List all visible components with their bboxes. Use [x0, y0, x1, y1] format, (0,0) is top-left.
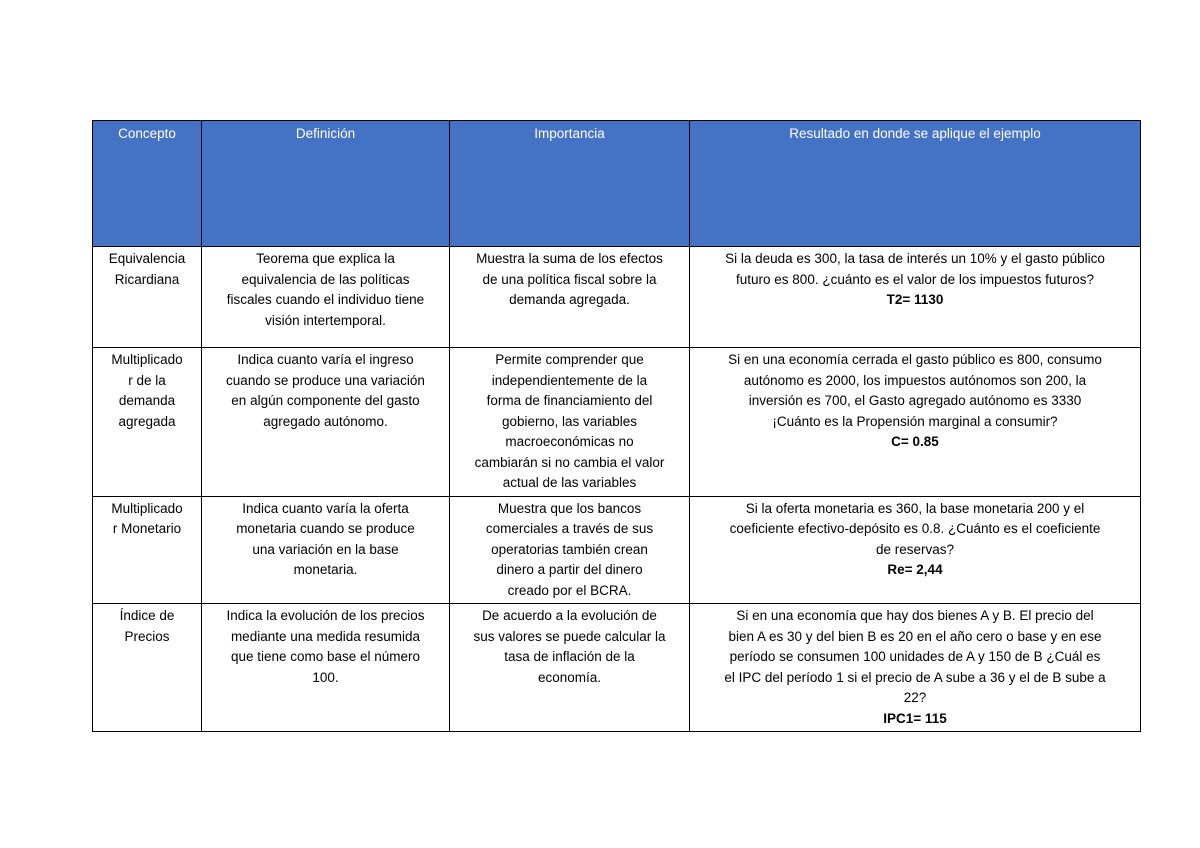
concepto-cell — [93, 348, 202, 497]
definicion-line: Indica la evolución de los precios — [226, 608, 425, 623]
resultado-line: el IPC del período 1 si el precio de A sube a 36 y el de B sube a — [724, 669, 1106, 685]
importancia-line: De acuerdo a la evolución de — [482, 608, 657, 623]
resultado-cell — [690, 348, 1141, 497]
concepto-line: Equivalencia — [108, 251, 186, 266]
resultado-line: de reservas? — [875, 541, 955, 557]
resultado-line: Si en una economía cerrada el gasto público es 800, consumo — [728, 352, 1102, 367]
definicion-line: agregado autónomo. — [263, 413, 388, 429]
resultado-line: ¡Cuánto es la Propensión marginal a consumir? — [772, 413, 1058, 429]
definicion-line: una variación en la base — [252, 541, 399, 557]
definicion-line: Indica cuanto varía el ingreso — [237, 352, 414, 367]
definicion-line: que tiene como base el número — [230, 649, 421, 664]
concepto-line: Multiplicado — [111, 352, 183, 367]
definicion-line: visión intertemporal. — [265, 312, 386, 328]
importancia-line: sus valores se puede calcular la — [473, 628, 666, 644]
definicion-line: en algún componente del gasto — [231, 393, 420, 408]
definicion-cell — [202, 348, 450, 497]
importancia-line: economía. — [537, 669, 602, 685]
importancia-line: Permite comprender que — [495, 352, 644, 367]
concepto-line: Índice de — [119, 608, 175, 623]
importancia-line: actual de las variables — [502, 475, 637, 490]
definicion-cell — [202, 247, 450, 348]
concepto-line: Ricardiana — [114, 271, 180, 287]
table-row — [93, 604, 1141, 732]
resultado-cell — [690, 496, 1141, 604]
importancia-line: independientemente de la — [491, 372, 648, 388]
table-header-row — [93, 121, 1141, 247]
importancia-line: dinero a partir del dinero — [496, 562, 643, 577]
definicion-line: Teorema que explica la — [256, 251, 395, 266]
concepto-line: demanda — [118, 393, 176, 408]
definicion-line: equivalencia de las políticas — [241, 271, 410, 287]
resultado-line: autónomo es 2000, los impuestos autónomos son 200, la — [743, 372, 1087, 388]
resultado-line: Si en una economía que hay dos bienes A y B. El precio del — [736, 608, 1094, 623]
concepto-line: agregada — [118, 413, 176, 429]
importancia-line: tasa de inflación de la — [504, 649, 635, 664]
resultado-cell — [690, 247, 1141, 348]
importancia-line: gobierno, las variables — [501, 413, 638, 429]
resultado-line: 22? — [903, 690, 927, 705]
table-row — [93, 348, 1141, 497]
importancia-line: comerciales a través de sus — [485, 521, 654, 536]
concepto-line: Multiplicado — [111, 500, 183, 516]
resultado-answer: Re= 2,44 — [887, 562, 943, 577]
table-row — [93, 247, 1141, 348]
definicion-line: monetaria cuando se produce — [236, 521, 415, 536]
definicion-line: 100. — [312, 669, 339, 685]
resultado-line: bien A es 30 y del bien B es 20 en el año cero o base y en ese — [728, 628, 1102, 644]
definicion-line: mediante una medida resumida — [230, 628, 421, 644]
resultado-line: coeficiente efectivo-depósito es 0.8. ¿Cuánto es el coeficiente — [729, 521, 1101, 536]
importancia-line: creado por el BCRA. — [507, 582, 632, 598]
definicion-line: fiscales cuando el individuo tiene — [226, 292, 425, 307]
definicion-line: monetaria. — [293, 562, 358, 577]
importancia-line: demanda agregada. — [509, 292, 630, 307]
header-importancia: Importancia — [450, 121, 690, 247]
importancia-cell — [450, 348, 690, 497]
resultado-line: Si la oferta monetaria es 360, la base monetaria 200 y el — [745, 500, 1085, 516]
header-concepto: Concepto — [93, 121, 202, 247]
resultado-answer: IPC1= 115 — [883, 710, 947, 726]
resultado-cell — [690, 604, 1141, 732]
concepto-cell — [93, 604, 202, 732]
definicion-cell — [202, 604, 450, 732]
definicion-line: cuando se produce una variación — [226, 372, 425, 388]
table-row — [93, 496, 1141, 604]
resultado-line: Si la deuda es 300, la tasa de interés un 10% y el gasto público — [725, 251, 1105, 266]
resultado-answer: C= 0.85 — [891, 434, 939, 449]
importancia-cell — [450, 247, 690, 348]
header-resultado: Resultado en donde se aplique el ejemplo — [690, 121, 1141, 247]
header-definicion: Definición — [202, 121, 450, 247]
concepto-cell — [93, 496, 202, 604]
importancia-line: Muestra que los bancos — [497, 500, 642, 516]
concepto-line: Precios — [124, 628, 170, 644]
importancia-line: Muestra la suma de los efectos — [476, 251, 663, 266]
definicion-line: Indica cuanto varía la oferta — [242, 500, 409, 516]
resultado-line: futuro es 800. ¿cuánto es el valor de los impuestos futuros? — [736, 271, 1094, 287]
resultado-line: período se consumen 100 unidades de A y 150 de B ¿Cuál es — [729, 649, 1101, 664]
concepts-table — [92, 120, 1141, 732]
definicion-cell — [202, 496, 450, 604]
concepto-line: r de la — [128, 372, 166, 388]
importancia-line: macroeconómicas no — [505, 434, 634, 449]
resultado-answer: T2= 1130 — [886, 292, 944, 307]
importancia-line: forma de financiamiento del — [486, 393, 653, 408]
importancia-line: cambiarán si no cambia el valor — [474, 454, 665, 470]
importancia-cell — [450, 496, 690, 604]
concepto-cell — [93, 247, 202, 348]
concepto-line: r Monetario — [112, 521, 182, 536]
importancia-line: operatorias también crean — [491, 541, 648, 557]
resultado-line: inversión es 700, el Gasto agregado autónomo es 3330 — [748, 393, 1082, 408]
importancia-cell — [450, 604, 690, 732]
importancia-line: de una política fiscal sobre la — [482, 271, 657, 287]
